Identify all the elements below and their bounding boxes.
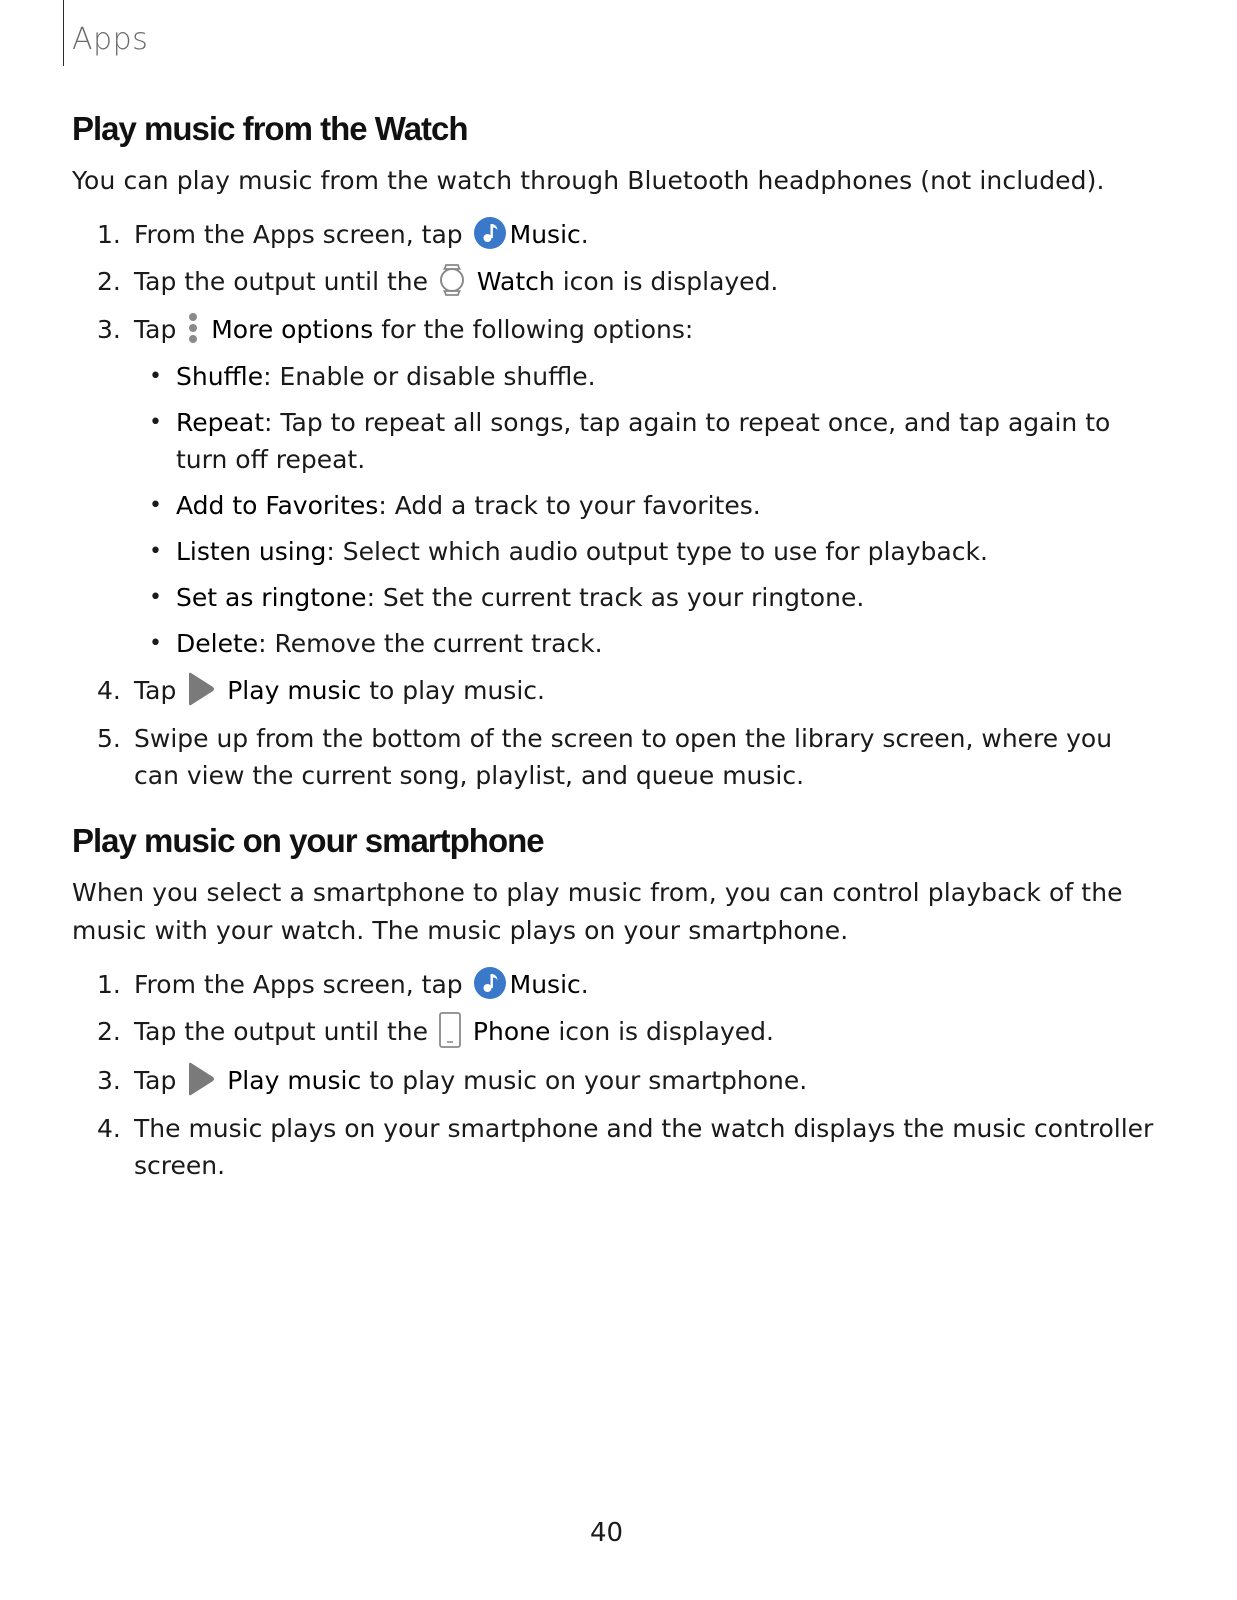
- section-heading: Play music from the Watch: [72, 110, 468, 147]
- steps-list: [72, 966, 1162, 1184]
- page-number: 40: [589, 1518, 624, 1548]
- option-item: [134, 579, 1162, 616]
- step-number: 4.: [97, 1114, 121, 1143]
- step-item: [72, 720, 1162, 794]
- option-item: [134, 487, 1162, 524]
- step-text: for the following options:: [381, 315, 694, 344]
- step-item: [72, 216, 1162, 253]
- step-number: 3.: [97, 315, 121, 344]
- step-term: More options: [211, 315, 374, 344]
- header-divider: [63, 0, 64, 66]
- step-term: Music: [509, 220, 581, 249]
- section-play-on-smartphone: [72, 822, 1162, 1184]
- option-term: Repeat: [176, 408, 265, 437]
- options-list: [134, 358, 1162, 662]
- section-play-from-watch: [72, 110, 1162, 794]
- step-text: From the Apps screen, tap: [134, 970, 463, 999]
- step-number: 5.: [97, 724, 121, 753]
- page-content: [72, 110, 1162, 1194]
- step-term: Music: [509, 970, 581, 999]
- step-text: to play music.: [369, 676, 545, 705]
- step-text: Tap: [134, 1066, 177, 1095]
- step-item: [72, 1062, 1162, 1100]
- step-text: Tap: [134, 676, 177, 705]
- option-term: Shuffle: [176, 362, 264, 391]
- option-desc: : Remove the current track.: [258, 629, 603, 658]
- page-section-title: Apps: [72, 22, 149, 57]
- step-text: to play music on your smartphone.: [369, 1066, 808, 1095]
- step-text: From the Apps screen, tap: [134, 220, 463, 249]
- section-intro: When you select a smartphone to play music from, you can control playback of the music with your watch. The music plays on your smartphone.: [72, 878, 1123, 945]
- step-text: Swipe up from the bottom of the screen to open the library screen, where you can view the current song, playlist, and queue music.: [134, 724, 1113, 790]
- option-item: [134, 625, 1162, 662]
- step-text: Tap: [134, 315, 177, 344]
- option-term: Listen using: [176, 537, 327, 566]
- option-desc: : Select which audio output type to use for playback.: [326, 537, 988, 566]
- option-desc: : Add a track to your favorites.: [378, 491, 761, 520]
- option-item: [134, 533, 1162, 570]
- option-term: Set as ringtone: [176, 583, 367, 612]
- option-desc: : Tap to repeat all songs, tap again to repeat once, and tap again to turn off repeat.: [176, 408, 1111, 474]
- step-text: The music plays on your smartphone and the watch displays the music controller screen.: [134, 1114, 1154, 1180]
- step-text: icon is displayed.: [558, 1017, 774, 1046]
- music-app-icon: [473, 216, 507, 250]
- step-item: [72, 263, 1162, 301]
- option-term: Delete: [176, 629, 259, 658]
- option-desc: : Enable or disable shuffle.: [263, 362, 596, 391]
- step-text: .: [580, 970, 589, 999]
- step-term: Play music: [227, 676, 362, 705]
- step-item: [72, 672, 1162, 710]
- step-item: [72, 311, 1162, 662]
- step-number: 3.: [97, 1066, 121, 1095]
- step-number: 1.: [97, 220, 121, 249]
- step-item: [72, 1013, 1162, 1052]
- play-icon: [186, 1061, 216, 1097]
- step-number: 4.: [97, 676, 121, 705]
- watch-icon: [438, 262, 466, 298]
- step-number: 2.: [97, 267, 121, 296]
- phone-icon: [438, 1011, 462, 1049]
- music-app-icon: [473, 966, 507, 1000]
- step-item: [72, 1110, 1162, 1184]
- steps-list: [72, 216, 1162, 794]
- step-number: 2.: [97, 1017, 121, 1046]
- step-item: [72, 966, 1162, 1003]
- step-number: 1.: [97, 970, 121, 999]
- step-text: .: [580, 220, 589, 249]
- step-term: Play music: [227, 1066, 362, 1095]
- step-text: icon is displayed.: [562, 267, 779, 296]
- section-heading: Play music on your smartphone: [72, 822, 544, 859]
- step-term: Watch: [476, 267, 555, 296]
- play-icon: [186, 671, 216, 707]
- option-desc: : Set the current track as your ringtone.: [366, 583, 865, 612]
- section-intro: You can play music from the watch through Bluetooth headphones (not included).: [72, 166, 1105, 195]
- option-term: Add to Favorites: [176, 491, 379, 520]
- step-text: Tap the output until the: [134, 1017, 429, 1046]
- step-text: Tap the output until the: [134, 267, 429, 296]
- option-item: [134, 358, 1162, 395]
- step-term: Phone: [472, 1017, 551, 1046]
- option-item: [134, 404, 1162, 478]
- more-options-icon: [186, 310, 200, 346]
